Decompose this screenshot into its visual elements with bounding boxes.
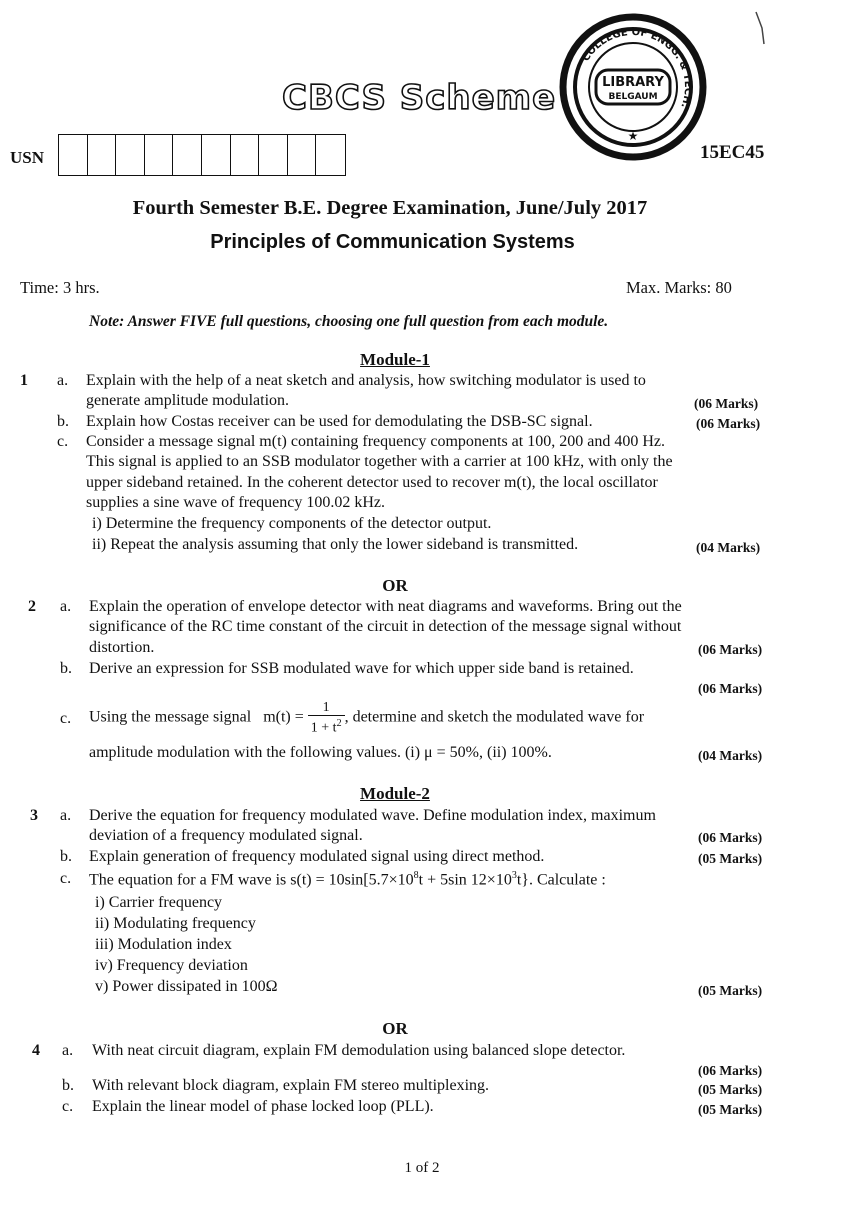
course-code: 15EC45 — [700, 142, 765, 163]
usn-box[interactable] — [59, 135, 88, 175]
sub-question: ii) Repeat the analysis assuming that only the lower sideband is transmitted. — [92, 536, 579, 553]
part-label: c. — [60, 870, 72, 887]
marks: (05 Marks) — [698, 1082, 763, 1097]
question-text: distortion. — [89, 639, 155, 656]
fraction-numerator: 1 — [308, 700, 345, 716]
marks: (05 Marks) — [698, 983, 763, 998]
part-label: c. — [60, 710, 72, 727]
part-label: c. — [57, 433, 69, 450]
or-divider: OR — [382, 576, 408, 595]
sub-question: ii) Modulating frequency — [95, 915, 256, 932]
module-2-heading: Module-2 — [360, 784, 430, 803]
question-text: Explain how Costas receiver can be used for demodulating the DSB-SC signal. — [86, 413, 593, 430]
fraction — [308, 700, 345, 736]
question-text: Consider a message signal m(t) containing frequency components at 100, 200 and 400 Hz. — [86, 433, 665, 450]
question-text: Derive the equation for frequency modulated wave. Define modulation index, maximum — [89, 807, 656, 824]
question-number: 1 — [20, 372, 28, 389]
usn-box[interactable] — [202, 135, 231, 175]
question-text — [89, 700, 644, 736]
sub-question: iii) Modulation index — [95, 936, 232, 953]
exam-title: Fourth Semester B.E. Degree Examination, June/July 2017 — [132, 197, 648, 219]
question-text: deviation of a frequency modulated signal. — [89, 827, 363, 844]
usn-box[interactable] — [231, 135, 260, 175]
usn-box[interactable] — [173, 135, 202, 175]
question-text: amplitude modulation with the following values. (i) μ = 50%, (ii) 100%. — [89, 744, 552, 761]
question-text: significance of the RC time constant of the circuit in detection of the message signal without — [89, 618, 682, 635]
part-label: b. — [57, 413, 69, 430]
exam-time: Time: 3 hrs. — [20, 278, 100, 297]
svg-text:COLLEGE OF ENGG. & TECH.: COLLEGE OF ENGG. & TECH. — [580, 26, 694, 110]
part-label: a. — [60, 598, 72, 615]
marks: (05 Marks) — [698, 1102, 763, 1117]
part-label: a. — [57, 372, 69, 389]
scheme-banner: CBCS Scheme — [282, 78, 557, 118]
question-text: generate amplitude modulation. — [86, 392, 290, 409]
usn-box[interactable] — [145, 135, 174, 175]
question-number: 3 — [30, 807, 38, 824]
sub-question: iv) Frequency deviation — [95, 957, 248, 974]
marks: (06 Marks) — [698, 830, 763, 845]
library-stamp — [558, 12, 708, 167]
part-label: a. — [60, 807, 72, 824]
part-label: b. — [62, 1077, 74, 1094]
part-label: c. — [62, 1098, 74, 1115]
fraction-denominator: $1 + t^2$ — [310, 718, 342, 736]
marks: (04 Marks) — [696, 540, 761, 555]
module-1-heading: Module-1 — [360, 350, 430, 369]
subject-title: Principles of Communication Systems — [210, 231, 575, 253]
question-number: 2 — [28, 598, 36, 615]
question-text: The equation for a FM wave is $s(t) = 10\sin[5.7\times 10^8t + 5\sin$ $12\times 10^3t$}. Calculate : — [89, 870, 606, 889]
usn-box[interactable] — [316, 135, 345, 175]
marks: (06 Marks) — [698, 681, 763, 696]
marks: (04 Marks) — [698, 748, 763, 763]
corner-mark — [752, 8, 772, 53]
part-label: a. — [62, 1042, 74, 1059]
question-text: With neat circuit diagram, explain FM demodulation using balanced slope detector. — [92, 1042, 626, 1059]
question-text: supplies a sine wave of frequency 100.02 kHz. — [86, 494, 386, 511]
max-marks: Max. Marks: 80 — [626, 278, 732, 297]
usn-box[interactable] — [116, 135, 145, 175]
question-text: Explain generation of frequency modulated signal using direct method. — [89, 848, 545, 865]
question-text: Explain the operation of envelope detector with neat diagrams and waveforms. Bring out the — [89, 598, 682, 615]
question-text: Explain with the help of a neat sketch and analysis, how switching modulator is used to — [86, 372, 646, 389]
usn-box[interactable] — [259, 135, 288, 175]
page-number: 1 of 2 — [404, 1160, 440, 1176]
question-text: upper sideband retained. In the coherent detector used to recover m(t), the local oscillator — [86, 474, 658, 491]
sub-question: i) Carrier frequency — [95, 894, 223, 911]
text-fragment: 1 + t — [310, 720, 337, 736]
question-number: 4 — [32, 1042, 40, 1059]
marks: (06 Marks) — [698, 642, 763, 657]
svg-text:LIBRARY: LIBRARY — [602, 75, 664, 90]
part-label: b. — [60, 660, 72, 677]
svg-text:BELGAUM: BELGAUM — [608, 92, 658, 102]
instructions-note: Note: Answer FIVE full questions, choosing one full question from each module. — [89, 313, 609, 330]
marks: (06 Marks) — [698, 1063, 763, 1078]
library-stamp-icon — [558, 12, 708, 162]
usn-box[interactable] — [288, 135, 317, 175]
equation-part: t + 5sin 12×10 — [418, 871, 512, 889]
question-text: Explain the linear model of phase locked loop (PLL). — [92, 1098, 434, 1115]
sub-question: i) Determine the frequency components of the detector output. — [92, 515, 492, 532]
marks: (06 Marks) — [696, 416, 761, 431]
question-text: This signal is applied to an SSB modulator together with a carrier at 100 kHz, with only the — [86, 453, 673, 470]
marks: (05 Marks) — [698, 851, 763, 866]
text-fragment: Using the message signal — [89, 708, 252, 726]
usn-boxes[interactable] — [58, 134, 346, 176]
usn-box[interactable] — [88, 135, 117, 175]
question-text: Derive an expression for SSB modulated wave for which upper side band is retained. — [89, 660, 634, 677]
part-label: b. — [60, 848, 72, 865]
equation-part: s(t) = 10sin[5.7×10 — [290, 871, 414, 889]
sub-question: v) Power dissipated in 100Ω — [95, 978, 278, 995]
or-divider: OR — [382, 1019, 408, 1038]
text-fragment: , determine and sketch the modulated wave for — [344, 708, 645, 726]
equation-part: t}. Calculate : — [516, 871, 606, 889]
usn-label: USN — [10, 148, 45, 167]
marks: (06 Marks) — [694, 396, 759, 411]
svg-text:★: ★ — [627, 129, 639, 143]
text-fragment: The equation for a FM wave is — [89, 871, 287, 889]
question-text: With relevant block diagram, explain FM stereo multiplexing. — [92, 1077, 490, 1094]
equation-lhs: m(t) = — [263, 708, 304, 726]
